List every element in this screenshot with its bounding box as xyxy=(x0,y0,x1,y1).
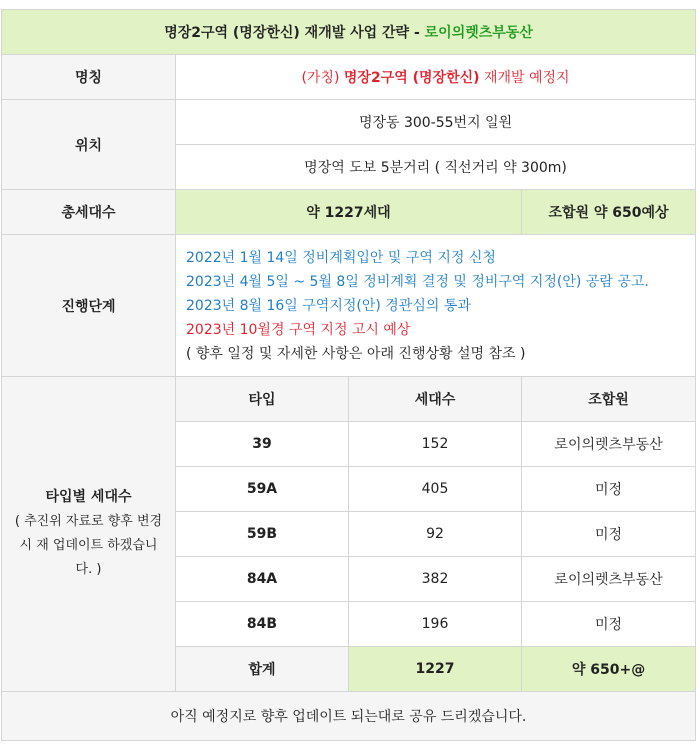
progress-step: 2023년 4월 5일 ~ 5월 8일 정비계획 결정 및 정비구역 지정(안) 공람 공고. xyxy=(186,273,649,290)
count-cell: 196 xyxy=(349,602,522,647)
title-brand: 로이의렛츠부동산 xyxy=(424,25,533,41)
column-header-member: 조합원 xyxy=(522,377,696,422)
table-title xyxy=(2,10,696,55)
count-cell: 382 xyxy=(349,557,522,602)
location-station: 명장역 도보 5분거리 ( 직선거리 약 300m) xyxy=(176,145,696,190)
progress-label: 진행단계 xyxy=(2,235,176,377)
type-cell: 84A xyxy=(176,557,349,602)
types-note: ( 추진위 자료로 향후 변경시 재 업데이트 하겠습니다. ) xyxy=(14,514,163,577)
name-value xyxy=(176,55,696,100)
name-highlight: 명장2구역 (명장한신) xyxy=(343,70,480,86)
location-address: 명장동 300-55번지 일원 xyxy=(176,100,696,145)
name-prefix: (가칭) xyxy=(301,70,344,86)
name-suffix: 재개발 예정지 xyxy=(479,70,570,86)
types-label-cell xyxy=(2,377,176,692)
types-label: 타입별 세대수 xyxy=(45,489,132,505)
title-separator: - xyxy=(409,25,425,41)
progress-step: 2023년 8월 16일 구역지정(안) 경관심의 통과 xyxy=(186,297,471,314)
member-cell: 미정 xyxy=(522,512,696,557)
location-label: 위치 xyxy=(2,100,176,190)
households-total: 약 1227세대 xyxy=(176,190,522,235)
households-label: 총세대수 xyxy=(2,190,176,235)
member-cell: 로이의렛츠부동산 xyxy=(522,557,696,602)
type-cell: 39 xyxy=(176,422,349,467)
type-cell: 59B xyxy=(176,512,349,557)
member-cell: 미정 xyxy=(522,467,696,512)
progress-step-note: ( 향후 일정 및 자세한 사항은 아래 진행상황 설명 참조 ) xyxy=(186,345,526,362)
progress-step: 2022년 1월 14일 정비계획입안 및 구역 지정 신청 xyxy=(186,249,496,266)
column-header-type: 타입 xyxy=(176,377,349,422)
progress-steps xyxy=(176,235,696,377)
project-summary-table xyxy=(1,9,696,741)
total-member: 약 650+@ xyxy=(522,647,696,692)
total-count: 1227 xyxy=(349,647,522,692)
progress-step-expected: 2023년 10월경 구역 지정 고시 예상 xyxy=(186,321,411,338)
footer-note: 아직 예정지로 향후 업데이트 되는대로 공유 드리겠습니다. xyxy=(2,692,696,741)
households-members: 조합원 약 650예상 xyxy=(522,190,696,235)
total-label: 합계 xyxy=(176,647,349,692)
count-cell: 92 xyxy=(349,512,522,557)
count-cell: 152 xyxy=(349,422,522,467)
member-cell: 로이의렛츠부동산 xyxy=(522,422,696,467)
title-main: 명장2구역 (명장한신) 재개발 사업 간략 xyxy=(164,25,410,41)
column-header-count: 세대수 xyxy=(349,377,522,422)
name-label: 명칭 xyxy=(2,55,176,100)
type-cell: 84B xyxy=(176,602,349,647)
type-cell: 59A xyxy=(176,467,349,512)
member-cell: 미정 xyxy=(522,602,696,647)
count-cell: 405 xyxy=(349,467,522,512)
